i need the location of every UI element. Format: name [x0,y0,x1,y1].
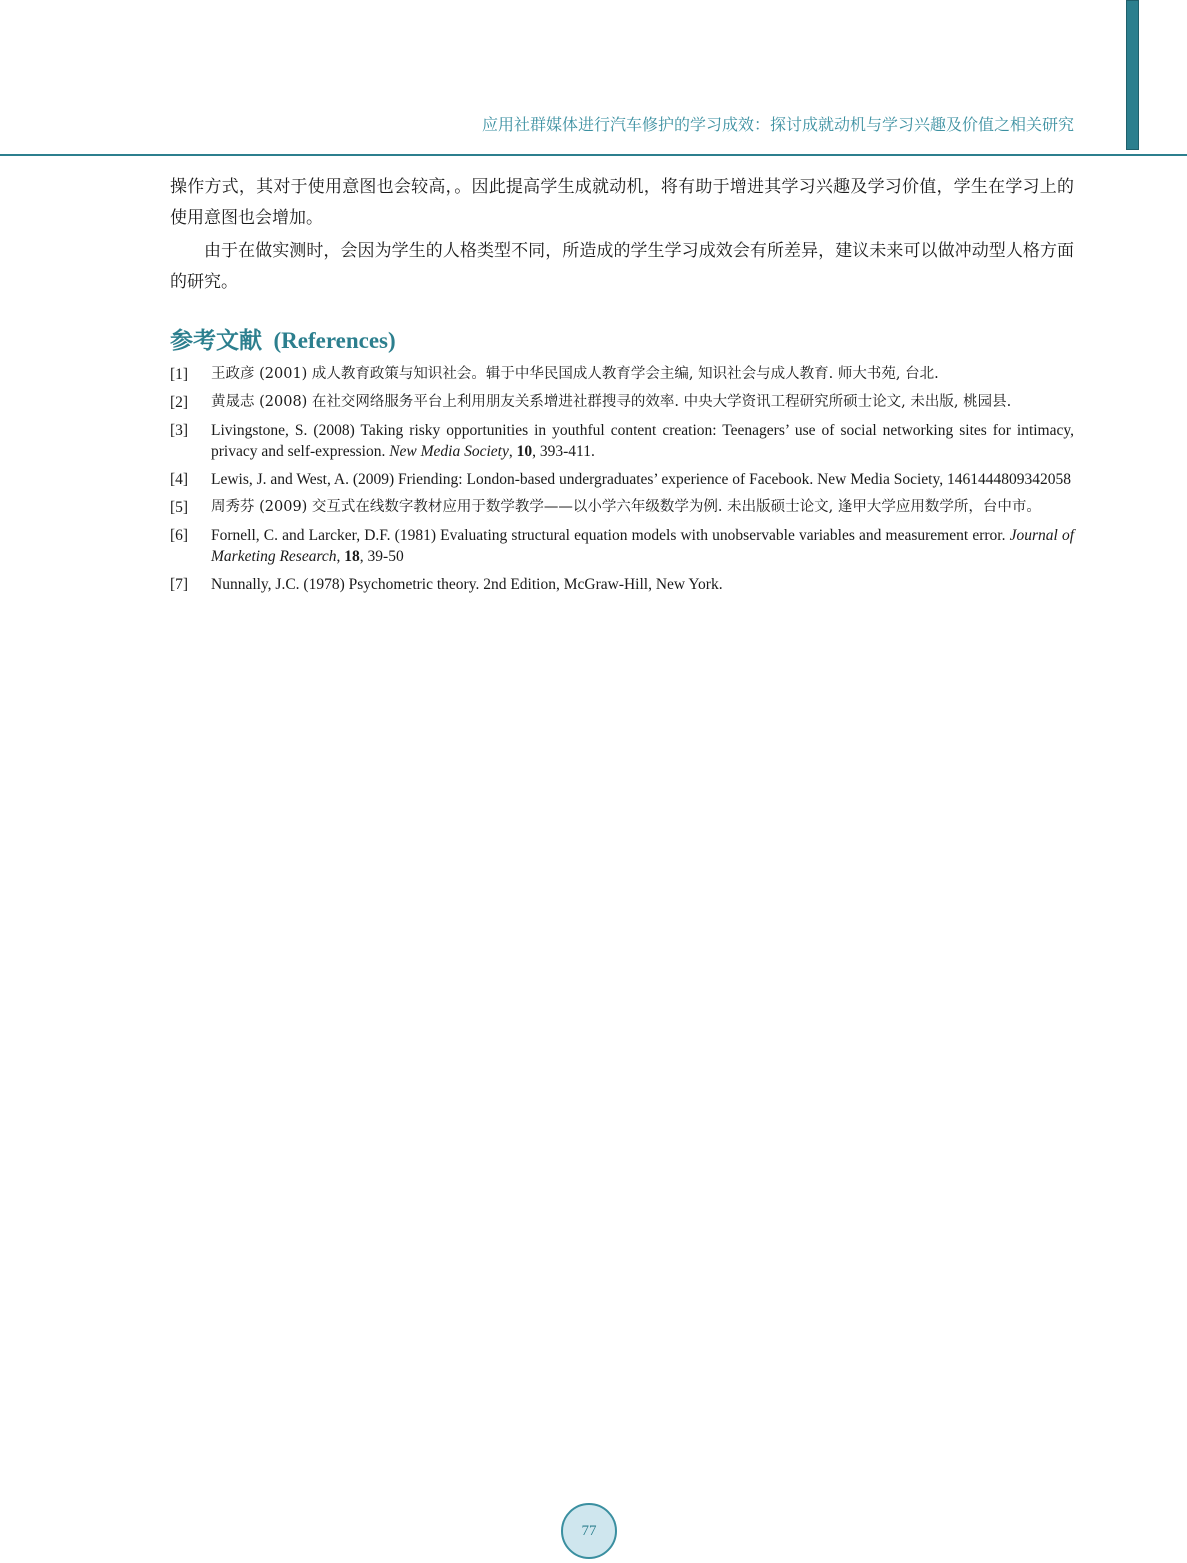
reference-separator: , [336,548,345,565]
reference-list [170,364,1074,602]
reference-number: [1] [170,366,189,383]
reference-volume: 10 [516,443,533,460]
reference-volume: 18 [344,548,360,565]
header-divider [0,154,1187,156]
references-heading-cn: 参考文献 [170,328,262,354]
references-heading-en: (References) [273,328,396,353]
reference-number: [4] [170,471,189,488]
reference-text: Nunnally, J.C. (1978) Psychometric theory. 2nd Edition, McGraw-Hill, New York. [211,576,723,593]
reference-text: Lewis, J. and West, A. (2009) Friending: London-based undergraduates’ experience of Facebook. New Media Society, 1461444809342058 [211,471,1071,488]
reference-item [170,497,1074,518]
reference-text: 周秀芬 (2009) 交互式在线数字教材应用于数学教学——以小学六年级数学为例. 未出版硕士论文, 逢甲大学应用数学所，台中市。 [211,499,1041,515]
reference-text [211,420,1074,462]
reference-text: 王政彦 (2001) 成人教育政策与知识社会。辑于中华民国成人教育学会主编, 知识社会与成人教育. 师大书苑, 台北. [211,366,939,382]
reference-number: [7] [170,576,189,593]
body-text [170,172,1074,300]
reference-item [170,392,1074,413]
running-title: 应用社群媒体进行汽车修护的学习成效：探讨成就动机与学习兴趣及价值之相关研究 [481,115,1074,134]
reference-text [211,525,1074,567]
decorative-side-bar [1126,0,1139,150]
reference-item [170,469,1074,490]
reference-number: [3] [170,422,189,439]
paragraph: 操作方式，其对于使用意图也会较高，。因此提高学生成就动机，将有助于增进其学习兴趣及学习价值，学生在学习上的使用意图也会增加。 [170,177,1074,228]
paragraph: 由于在做实测时，会因为学生的人格类型不同，所造成的学生学习成效会有所差异，建议未来可以做冲动型人格方面的研究。 [170,241,1074,292]
references-heading [170,322,396,355]
reference-number: [2] [170,394,189,411]
reference-body: Livingstone, S. (2008) Taking risky opportunities in youthful content creation: Teenagers’ use of social networking sites for intimacy, privacy and self-expression. [211,422,1074,460]
reference-number: [6] [170,527,189,544]
reference-journal: Journal of Marketing Research [211,527,1075,565]
reference-item [170,420,1074,462]
reference-text: 黄晟志 (2008) 在社交网络服务平台上利用朋友关系增进社群搜寻的效率. 中央大学资讯工程研究所硕士论文, 未出版, 桃园县. [211,394,1012,410]
reference-number: [5] [170,499,189,516]
reference-pages: , 39-50 [359,548,404,565]
reference-journal: New Media Society [389,443,509,460]
reference-body: Fornell, C. and Larcker, D.F. (1981) Evaluating structural equation models with unobservable variables and measurement error. [211,527,1010,544]
reference-item [170,364,1074,385]
reference-separator: , [508,443,517,460]
reference-pages: , 393-411. [532,443,595,460]
reference-item [170,525,1074,567]
page-number: 77 [561,1503,617,1559]
reference-item [170,574,1074,595]
